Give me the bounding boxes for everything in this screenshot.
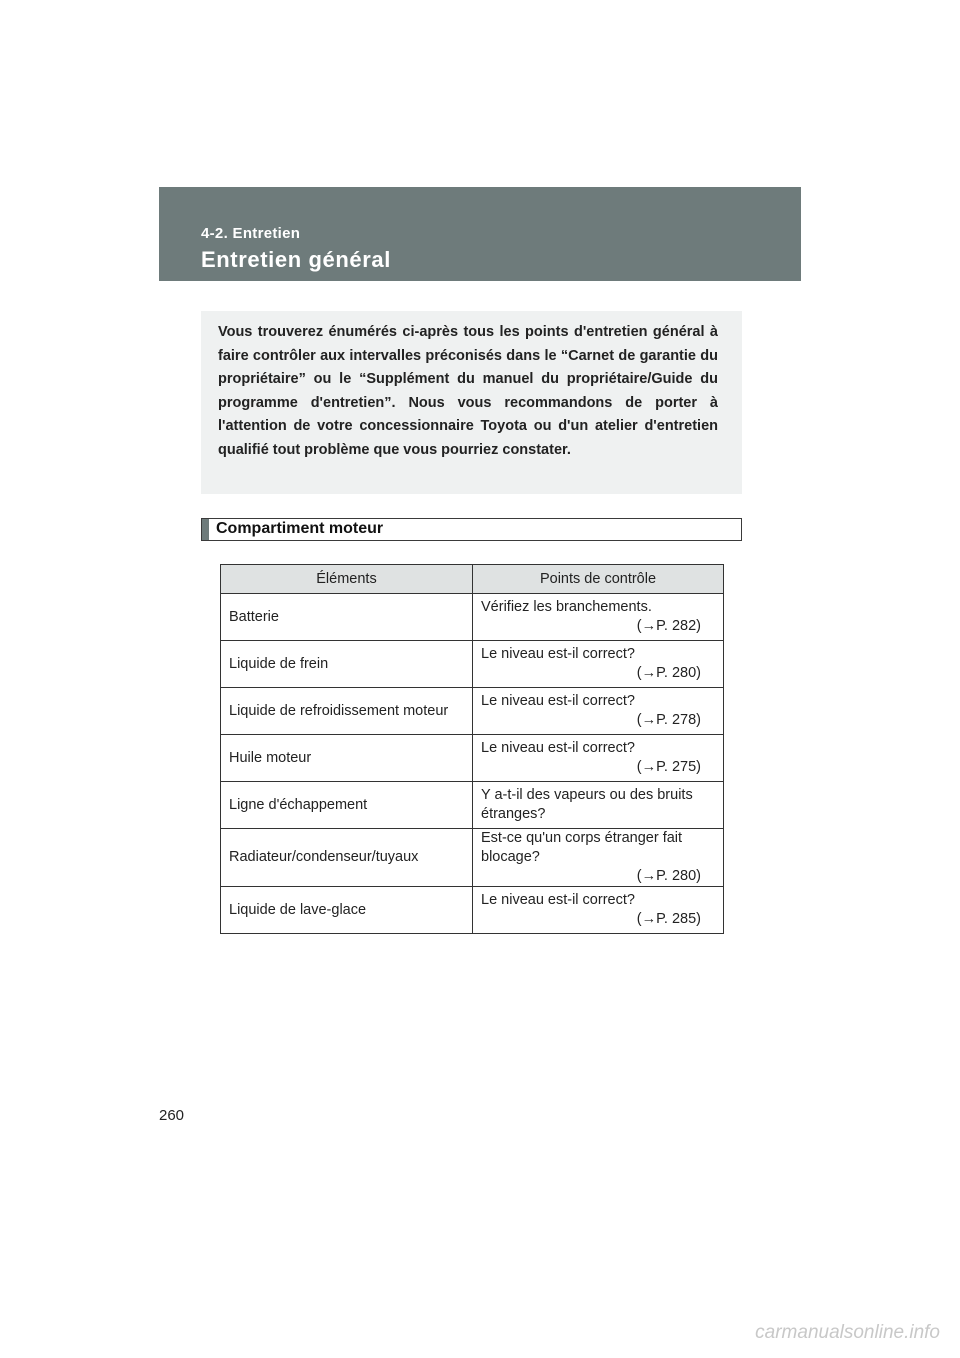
subsection-heading — [201, 518, 742, 541]
check-cell — [473, 829, 724, 887]
page-reference: (→P. 285) — [636, 911, 701, 927]
page-reference: (→P. 280) — [636, 868, 701, 884]
check-text: Le niveau est-il correct? — [481, 740, 635, 756]
page-reference: (→P. 280) — [636, 665, 701, 681]
item-cell: Liquide de refroidissement moteur — [221, 688, 473, 735]
maintenance-table — [220, 564, 724, 934]
table-row — [221, 594, 724, 641]
intro-box — [201, 311, 742, 494]
item-cell: Huile moteur — [221, 735, 473, 782]
page-title: Entretien général — [201, 247, 391, 272]
section-header — [159, 187, 801, 281]
header-checkpoints: Points de contrôle — [473, 565, 724, 594]
check-text: Le niveau est-il correct? — [481, 693, 635, 709]
check-text: Vérifiez les branchements. — [481, 599, 652, 615]
intro-text: Vous trouverez énumérés ci-après tous les points d'entretien général à faire contrôler aux intervalles préconisés dans le “Carnet de garantie du propriétaire” ou le “Supplément du manuel du propriétaire/Guide du programme d'entretien”. Nous vous recommandons de porter à l'attention de votre concessionnaire Toyota ou d'un atelier d'entretien qualifié tout problème que vous pourriez constater. — [218, 324, 718, 458]
page-reference: (→P. 282) — [636, 618, 701, 634]
check-cell — [473, 735, 724, 782]
table-row — [221, 887, 724, 934]
section-label: 4-2. Entretien — [201, 225, 301, 242]
check-cell — [473, 641, 724, 688]
table-row — [221, 829, 724, 887]
check-cell — [473, 594, 724, 641]
watermark: carmanualsonline.info — [755, 1322, 940, 1343]
page-reference: (→P. 278) — [636, 712, 701, 728]
page-number: 260 — [159, 1107, 185, 1124]
table-row — [221, 641, 724, 688]
check-cell — [473, 782, 724, 829]
item-cell: Radiateur/condenseur/tuyaux — [221, 829, 473, 887]
check-cell — [473, 688, 724, 735]
table-row — [221, 688, 724, 735]
check-text: Le niveau est-il correct? — [481, 892, 635, 908]
item-cell: Batterie — [221, 594, 473, 641]
table-header-row — [221, 565, 724, 594]
check-text: Y a-t-il des vapeurs ou des bruits étranges? — [481, 787, 693, 822]
table-row — [221, 735, 724, 782]
subsection-title: Compartiment moteur — [216, 520, 384, 537]
page-reference: (→P. 275) — [636, 759, 701, 775]
item-cell: Liquide de frein — [221, 641, 473, 688]
heading-bar — [202, 519, 209, 540]
header-items: Éléments — [221, 565, 473, 594]
check-text: Le niveau est-il correct? — [481, 646, 635, 662]
check-cell — [473, 887, 724, 934]
item-cell: Ligne d'échappement — [221, 782, 473, 829]
table-row — [221, 782, 724, 829]
item-cell: Liquide de lave-glace — [221, 887, 473, 934]
check-text: Est-ce qu'un corps étranger fait blocage? — [481, 830, 683, 865]
